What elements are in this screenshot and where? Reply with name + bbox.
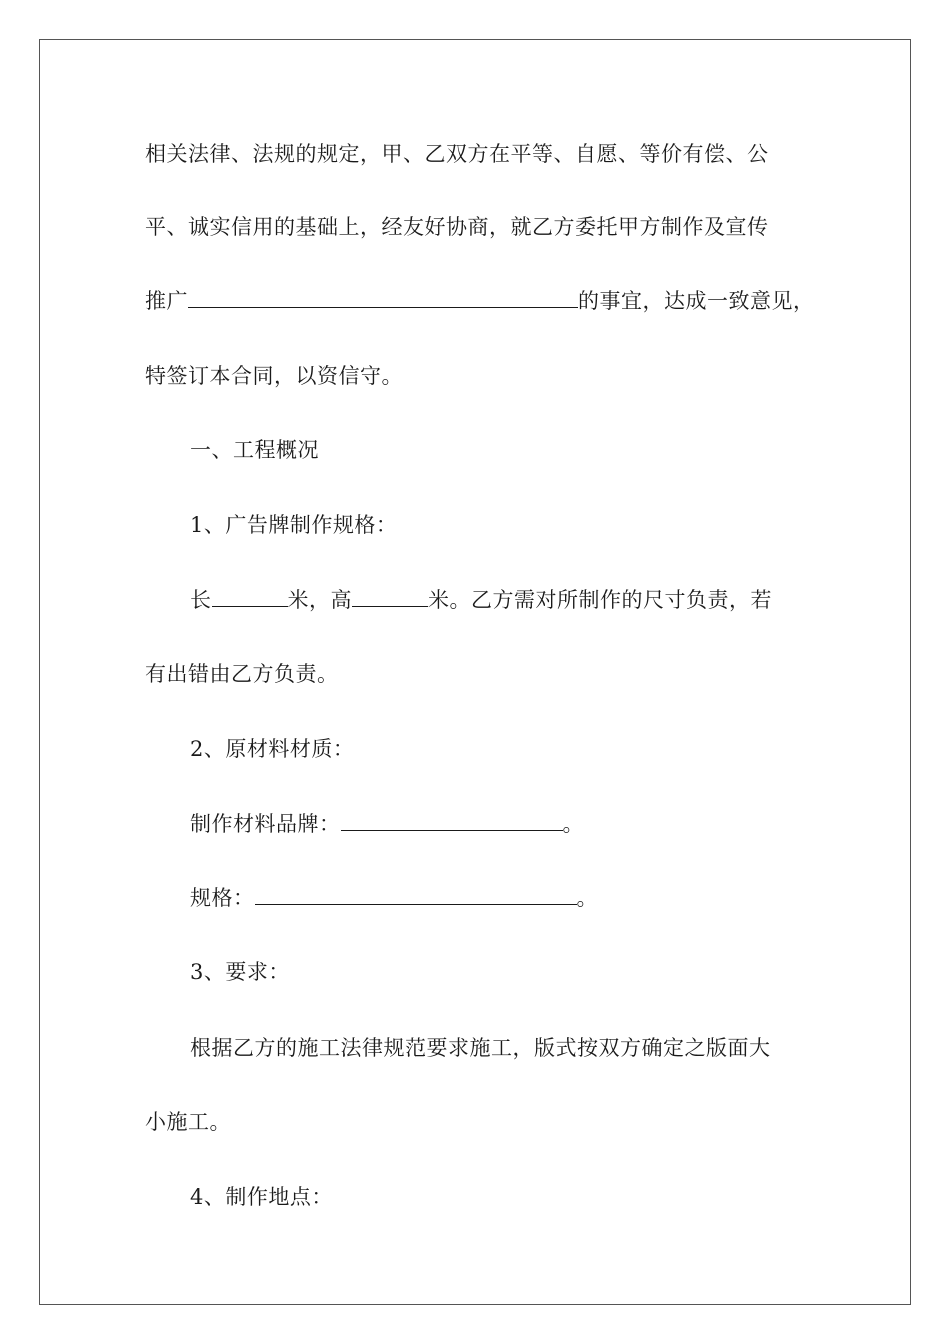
height-label: 米，高 bbox=[287, 588, 352, 612]
material-brand-line bbox=[190, 810, 584, 838]
dimension-line bbox=[190, 586, 772, 614]
section-heading: 一、工程概况 bbox=[190, 438, 319, 462]
promotion-suffix: 的事宜，达成一致意见， bbox=[578, 289, 815, 313]
material-brand-blank bbox=[341, 810, 563, 831]
length-blank bbox=[212, 586, 288, 607]
subsection-heading: 2、原材料材质： bbox=[190, 737, 355, 761]
promotion-blank bbox=[188, 287, 578, 308]
subsection-heading: 1、广告牌制作规格： bbox=[190, 513, 398, 537]
height-blank bbox=[352, 586, 428, 607]
subsection-heading: 4、制作地点： bbox=[190, 1185, 333, 1209]
spec-blank bbox=[255, 884, 577, 905]
promotion-line bbox=[145, 287, 815, 315]
length-label: 长 bbox=[190, 588, 212, 612]
dimension-note: 米。乙方需对所制作的尺寸负责，若 bbox=[428, 588, 772, 612]
paragraph-line: 平、诚实信用的基础上，经友好协商，就乙方委托甲方制作及宣传 bbox=[145, 215, 769, 239]
promotion-prefix: 推广 bbox=[145, 289, 188, 313]
paragraph-line: 特签订本合同，以资信守。 bbox=[145, 364, 403, 388]
spec-end: 。 bbox=[576, 886, 598, 910]
spec-line bbox=[190, 884, 598, 912]
paragraph-line: 小施工。 bbox=[145, 1110, 231, 1134]
material-brand-end: 。 bbox=[562, 812, 584, 836]
paragraph-line: 相关法律、法规的规定，甲、乙双方在平等、自愿、等价有偿、公 bbox=[145, 142, 769, 166]
paragraph-line: 有出错由乙方负责。 bbox=[145, 662, 339, 686]
material-brand-label: 制作材料品牌： bbox=[190, 812, 341, 836]
subsection-heading: 3、要求： bbox=[190, 960, 290, 984]
paragraph-line: 根据乙方的施工法律规范要求施工，版式按双方确定之版面大 bbox=[190, 1036, 771, 1060]
spec-label: 规格： bbox=[190, 886, 255, 910]
